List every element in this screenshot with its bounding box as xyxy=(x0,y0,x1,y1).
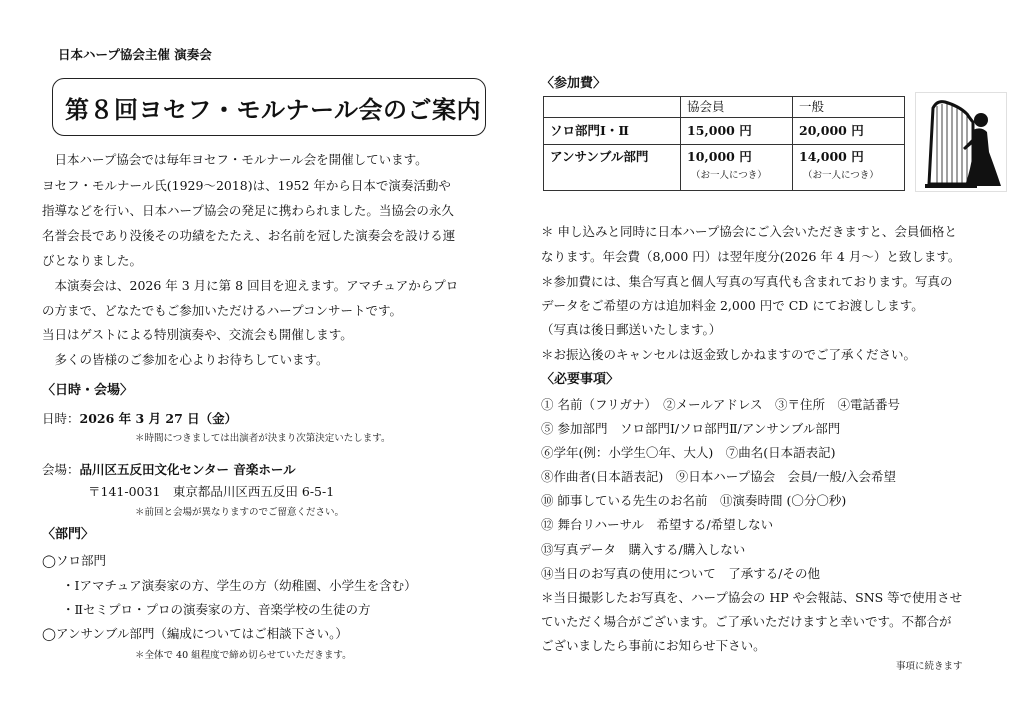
venue-value: 品川区五反田文化センター 音楽ホール xyxy=(79,462,296,477)
intro-line: の方まで、どなたでもご参加いただけるハープコンサートです。 xyxy=(42,303,403,318)
intro-line: びとなりました。 xyxy=(42,253,143,268)
fee-member-cell xyxy=(681,145,793,191)
required-item: ⑩ 師事している先生のお名前 ⑪演奏時間 (〇分〇秒) xyxy=(541,493,847,508)
fee-header-general: 一般 xyxy=(793,97,905,118)
fee-general: 20,000 円 xyxy=(793,118,905,145)
required-item: ⑫ 舞台リハーサル 希望する/希望しない xyxy=(541,517,774,532)
fee-division: アンサンブル部門 xyxy=(544,145,681,191)
note-line: データをご希望の方は追加料金 2,000 円で CD にてお渡しします。 xyxy=(541,298,924,313)
intro-line: 多くの皆様のご参加を心よりお待ちしています。 xyxy=(42,352,329,367)
required-item: ⑥学年(例：小学生〇年、大人) ⑦曲名(日本語表記) xyxy=(541,445,836,460)
date-label: 日時： xyxy=(42,411,80,426)
venue-note: ＊前回と会場が異なりますのでご留意ください。 xyxy=(135,507,345,518)
intro-line: 本演奏会は、2026 年 3 月に第 8 回目を迎えます。アマチュアからプロ xyxy=(42,278,459,293)
photo-note-line: ＊当日撮影したお写真を、ハープ協会の HP や会報誌、SNS 等で使用させ xyxy=(541,590,963,605)
required-item: ① 名前（フリガナ） ②メールアドレス ③〒住所 ④電話番号 xyxy=(541,397,900,412)
datetime-heading: 〈日時・会場〉 xyxy=(42,383,134,398)
continued-note: 事項に続きます xyxy=(896,661,963,672)
note-line: （写真は後日郵送いたします。） xyxy=(541,322,722,337)
venue-address: 〒141-0031 東京都品川区西五反田 6-5-1 xyxy=(88,484,335,499)
divisions-heading: 〈部門〉 xyxy=(42,527,95,542)
division-solo-1: ・Ⅰアマチュア演奏家の方、学生の方（幼稚園、小学生を含む） xyxy=(62,578,417,593)
photo-note-line: ございましたら事前にお知らせ下さい。 xyxy=(541,638,766,653)
intro-line: 名誉会長であり没後その功績をたたえ、お名前を冠した演奏会を設ける運 xyxy=(42,228,456,243)
required-heading: 〈必要事項〉 xyxy=(541,372,620,387)
required-item: ⑭当日のお写真の使用について 了承する/その他 xyxy=(541,566,820,581)
fee-header-member: 協会員 xyxy=(681,97,793,118)
division-ensemble: ◯アンサンブル部門（編成についてはご相談下さい。） xyxy=(42,626,348,641)
fee-member: 15,000 円 xyxy=(681,118,793,145)
fee-general-note: （お一人につき） xyxy=(803,170,879,181)
required-item: ⑬写真データ 購入する/購入しない xyxy=(541,542,746,557)
fee-header-row xyxy=(544,97,905,118)
fee-heading: 〈参加費〉 xyxy=(541,76,607,91)
fee-row xyxy=(544,118,905,145)
date-value: 2026 年 3 月 27 日（金） xyxy=(79,411,238,426)
photo-note-line: ていただく場合がございます。ご了承いただけますと幸いです。不都合が xyxy=(541,614,952,629)
fee-member-note: （お一人につき） xyxy=(691,170,767,181)
page-title: 第８回ヨセフ・モルナール会のご案内 xyxy=(65,94,482,124)
venue-label: 会場： xyxy=(42,462,80,477)
fee-general: 14,000 円 xyxy=(799,149,864,164)
fee-member: 10,000 円 xyxy=(687,149,752,164)
title-box xyxy=(52,78,486,136)
intro-line: 当日はゲストによる特別演奏や、交流会も開催します。 xyxy=(42,327,353,342)
fee-row xyxy=(544,145,905,191)
note-line: ＊お振込後のキャンセルは返金致しかねますのでご了承ください。 xyxy=(541,347,917,362)
fee-table xyxy=(543,96,905,191)
intro-line: 指導などを行い、日本ハープ協会の発足に携わられました。当協会の永久 xyxy=(42,203,454,218)
fee-general-cell xyxy=(793,145,905,191)
note-line: なります。年会費（8,000 円）は翌年度分(2026 年 4 月〜）と致します。 xyxy=(541,249,961,264)
date-line xyxy=(42,408,237,427)
intro-line: 日本ハープ協会では毎年ヨセフ・モルナール会を開催しています。 xyxy=(42,152,428,167)
required-item: ⑤ 参加部門 ソロ部門Ⅰ/ソロ部門Ⅱ/アンサンブル部門 xyxy=(541,421,841,436)
note-line: ＊ 申し込みと同時に日本ハープ協会にご入会いただきますと、会員価格と xyxy=(541,224,957,239)
date-note: ＊時間につきましては出演者が決まり次第決定いたします。 xyxy=(135,433,391,444)
venue-line xyxy=(42,459,296,478)
harpist-silhouette-icon xyxy=(915,92,1007,192)
organizer-line: 日本ハープ協会主催 演奏会 xyxy=(58,47,212,62)
fee-header-blank xyxy=(544,97,681,118)
required-item: ⑧作曲者(日本語表記) ⑨日本ハープ協会 会員/一般/入会希望 xyxy=(541,469,897,484)
division-solo-2: ・Ⅱセミプロ・プロの演奏家の方、音楽学校の生徒の方 xyxy=(62,602,371,617)
note-line: ＊参加費には、集合写真と個人写真の写真代も含まれております。写真の xyxy=(541,274,953,289)
division-solo: ◯ソロ部門 xyxy=(42,553,106,568)
intro-line: ヨセフ・モルナール氏(1929〜2018)は、1952 年から日本で演奏活動や xyxy=(42,178,451,193)
fee-division: ソロ部門Ⅰ・Ⅱ xyxy=(544,118,681,145)
ensemble-note: ＊全体で 40 組程度で締め切らせていただきます。 xyxy=(135,650,352,661)
